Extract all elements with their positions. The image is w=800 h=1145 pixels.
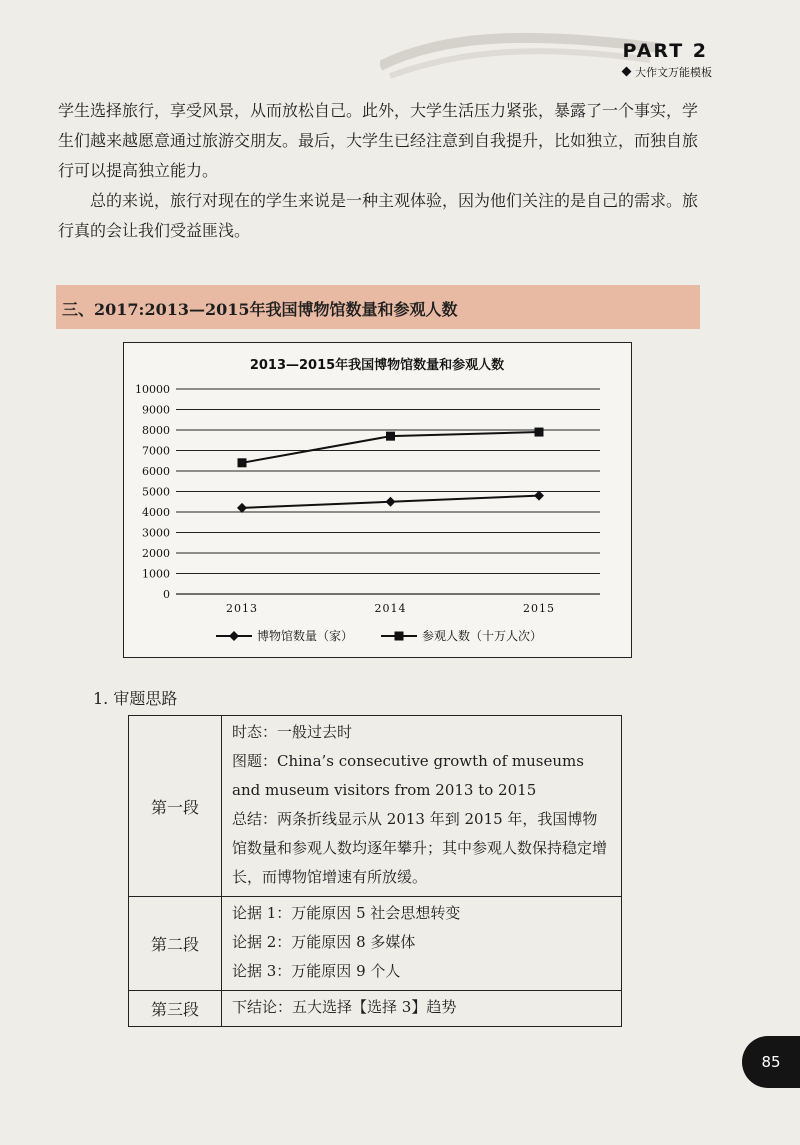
header-decoration	[380, 26, 660, 90]
paragraph-2: 总的来说，旅行对现在的学生来说是一种主观体验，因为他们关注的是自己的需求。旅行真的会让我们受益匪浅。	[58, 191, 699, 240]
row-line: 下结论：五大选择【选择 3】趋势	[232, 998, 457, 1016]
data-point-square	[535, 428, 544, 437]
data-point-square	[238, 458, 247, 467]
outline-table	[128, 715, 622, 1027]
part-subtitle-text: 大作文万能模板	[635, 66, 712, 79]
legend-label-2: 参观人数（十万人次）	[422, 629, 543, 643]
x-tick-label: 2015	[523, 602, 555, 615]
y-tick-label: 5000	[142, 485, 170, 499]
page-number: 85	[742, 1036, 800, 1088]
diamond-icon	[622, 67, 632, 77]
y-tick-label: 4000	[142, 506, 170, 519]
row-line: 时态：一般过去时	[232, 723, 353, 741]
part-subtitle	[623, 64, 712, 80]
sub-heading: 1. 审题思路	[93, 689, 178, 708]
row-line: 论据 2：万能原因 8 多媒体	[232, 933, 416, 951]
outline-row	[129, 991, 622, 1027]
y-tick-label: 8000	[142, 424, 170, 437]
y-tick-label: 0	[163, 588, 170, 601]
row-content	[222, 991, 622, 1027]
y-tick-label: 1000	[142, 567, 170, 581]
legend-marker-diamond	[229, 631, 239, 641]
y-tick-label: 9000	[142, 403, 170, 417]
chart-title: 2013—2015年我国博物馆数量和参观人数	[249, 358, 505, 373]
row-content	[222, 897, 622, 991]
y-tick-label: 3000	[142, 526, 170, 540]
row-content	[222, 716, 622, 897]
x-tick-label: 2013	[226, 602, 258, 615]
data-point-diamond	[534, 491, 544, 501]
row-label: 第一段	[129, 716, 222, 897]
line-chart	[124, 343, 631, 657]
row-line: 图题：China’s consecutive growth of museums and museum visitors from 2013 to 2015	[232, 752, 584, 799]
paragraph-1: 学生选择旅行，享受风景，从而放松自己。此外，大学生活压力紧张，暴露了一个事实，学生们越来越愿意通过旅游交朋友。最后，大学生已经注意到自我提升，比如独立，而独自旅行可以提高独立能力。	[58, 101, 699, 180]
outline-row	[129, 716, 622, 897]
y-tick-label: 6000	[142, 465, 170, 478]
legend-label-1: 博物馆数量（家）	[257, 629, 354, 643]
data-point-square	[386, 432, 395, 441]
y-tick-label: 7000	[142, 444, 170, 458]
row-line: 总结：两条折线显示从 2013 年到 2015 年，我国博物馆数量和参观人数均逐年攀升；其中参观人数保持稳定增长，而博物馆增速有所放缓。	[232, 810, 608, 886]
data-point-diamond	[237, 503, 247, 513]
row-label: 第三段	[129, 991, 222, 1027]
outline-row	[129, 897, 622, 991]
data-point-diamond	[386, 497, 396, 507]
y-tick-label: 2000	[142, 547, 170, 560]
y-tick-label: 10000	[135, 383, 170, 396]
row-line: 论据 3：万能原因 9 个人	[232, 962, 401, 980]
x-tick-label: 2014	[374, 602, 407, 615]
chart-frame	[123, 342, 632, 658]
row-line: 论据 1：万能原因 5 社会思想转变	[232, 904, 461, 922]
part-label: PART 2	[622, 40, 708, 62]
section-title: 三、2017:2013—2015年我国博物馆数量和参观人数	[62, 300, 458, 319]
row-label: 第二段	[129, 897, 222, 991]
legend-marker-square	[395, 632, 404, 641]
